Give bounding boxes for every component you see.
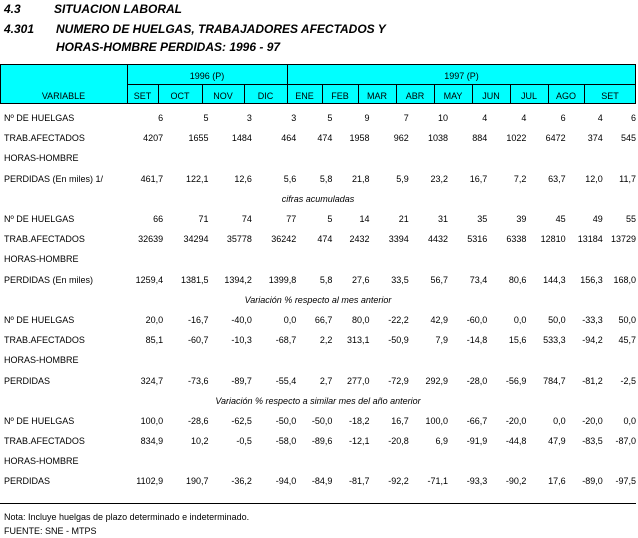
- cell-value: [163, 249, 208, 269]
- cell-value: -89,0: [582, 476, 603, 487]
- cell-value: [566, 148, 603, 168]
- cell-value: [526, 350, 565, 370]
- cell-value: 474: [317, 133, 333, 144]
- cell-value: 6: [630, 113, 636, 124]
- cell-value: 12,0: [585, 173, 603, 184]
- cell-value: [603, 249, 636, 269]
- cell-value: 4432: [427, 234, 448, 245]
- cell-value: [296, 451, 332, 471]
- cell-value: [370, 350, 409, 370]
- cell-value: 23,2: [430, 173, 448, 184]
- cell-value: -92,2: [388, 476, 409, 487]
- cell-value: 6472: [545, 133, 566, 144]
- cell-value: -0,5: [236, 436, 252, 447]
- table-row: [0, 148, 636, 168]
- cell-value: 49: [592, 214, 603, 225]
- cell-value: 74: [241, 214, 252, 225]
- cell-value: [163, 148, 208, 168]
- table-row: [0, 229, 636, 249]
- header-bottom-rule: [0, 103, 636, 104]
- cell-value: [252, 148, 296, 168]
- row-label: TRAB.AFECTADOS: [4, 335, 85, 346]
- table-number: 4.301: [4, 22, 35, 36]
- cell-value: 5: [327, 214, 333, 225]
- table-row: [0, 370, 636, 390]
- cell-value: -58,0: [275, 436, 297, 447]
- cell-value: 168,0: [613, 274, 636, 285]
- month-header: NOV: [213, 91, 233, 101]
- cell-value: 20,0: [145, 314, 164, 325]
- table-row: [0, 411, 636, 431]
- cell-value: [252, 350, 296, 370]
- cell-value: 6338: [506, 234, 527, 245]
- table-row: [0, 209, 636, 229]
- cell-value: 73,4: [469, 274, 488, 285]
- cell-value: -73,6: [188, 375, 209, 386]
- cell-value: [566, 249, 603, 269]
- cell-value: 80,6: [508, 274, 527, 285]
- cell-value: [252, 451, 296, 471]
- cell-value: 5316: [467, 234, 488, 245]
- cell-value: [603, 451, 636, 471]
- month-header: ENE: [295, 91, 314, 101]
- cell-value: 85,1: [145, 335, 164, 346]
- cell-value: -2,5: [620, 375, 636, 386]
- cell-value: 10,2: [191, 436, 209, 447]
- cell-value: -10,3: [231, 335, 252, 346]
- cell-value: -84,9: [311, 476, 333, 487]
- month-header: JUL: [520, 91, 537, 101]
- month-separator: [510, 84, 511, 104]
- cell-value: 292,9: [425, 375, 448, 386]
- cell-value: 15,6: [508, 335, 527, 346]
- cell-value: -28,0: [466, 375, 488, 386]
- cell-value: [526, 451, 565, 471]
- source-note: FUENTE: SNE - MTPS: [4, 526, 97, 536]
- cell-value: [163, 451, 208, 471]
- cell-value: 47,9: [548, 436, 566, 447]
- cell-value: -50,9: [388, 335, 409, 346]
- cell-value: 10: [437, 113, 448, 124]
- table-bottom-rule: [0, 503, 636, 504]
- cell-value: [209, 350, 252, 370]
- cell-value: -18,2: [349, 415, 370, 426]
- cell-value: [566, 451, 603, 471]
- variable-header: VARIABLE: [41, 91, 86, 101]
- month-header: MAY: [443, 91, 463, 101]
- cell-value: 6,9: [435, 436, 448, 447]
- cell-value: 1022: [506, 133, 527, 144]
- row-label: TRAB.AFECTADOS: [4, 436, 85, 447]
- section-subtitle-row: [0, 290, 636, 310]
- cell-value: -94,2: [582, 335, 603, 346]
- cell-value: 1259,4: [135, 274, 164, 285]
- cell-value: 21,8: [352, 173, 370, 184]
- footnote: Nota: Incluye huelgas de plazo determinado e indeterminado.: [4, 512, 250, 522]
- month-separator: [158, 84, 159, 104]
- cell-value: [487, 148, 526, 168]
- cell-value: 4: [597, 113, 603, 124]
- cell-value: 12,6: [234, 173, 252, 184]
- cell-value: 533,3: [543, 335, 566, 346]
- cell-value: -44,8: [505, 436, 527, 447]
- cell-value: [209, 249, 252, 269]
- cell-value: -60,0: [466, 314, 488, 325]
- cell-value: [448, 451, 487, 471]
- cell-value: 6: [560, 113, 566, 124]
- cell-value: [448, 350, 487, 370]
- cell-value: 834,9: [140, 436, 164, 447]
- cell-value: 39: [516, 214, 527, 225]
- table-row: [0, 169, 636, 189]
- cell-value: 3: [291, 113, 297, 124]
- cell-value: 50,0: [618, 314, 636, 325]
- cell-value: 71: [198, 214, 209, 225]
- cell-value: 2432: [349, 234, 370, 245]
- cell-value: [409, 249, 448, 269]
- cell-value: 144,3: [543, 274, 566, 285]
- cell-value: 0,0: [553, 415, 566, 426]
- cell-value: 545: [620, 133, 636, 144]
- cell-value: -56,9: [505, 375, 527, 386]
- cell-value: 66,7: [314, 314, 333, 325]
- cell-value: -28,6: [188, 415, 209, 426]
- table-title-text: NUMERO DE HUELGAS, TRABAJADORES AFECTADOS Y: [56, 22, 386, 36]
- month-separator: [396, 84, 397, 104]
- month-header: SET: [601, 91, 619, 101]
- cell-value: 0,0: [283, 314, 297, 325]
- month-separator: [434, 84, 435, 104]
- cell-value: -20,0: [505, 415, 527, 426]
- month-separator: [548, 84, 549, 104]
- cell-value: 12810: [540, 234, 566, 245]
- cell-value: 1394,2: [224, 274, 252, 285]
- cell-value: 27,6: [352, 274, 370, 285]
- cell-value: 1958: [349, 133, 370, 144]
- cell-value: -60,7: [188, 335, 209, 346]
- cell-value: [409, 148, 448, 168]
- cell-value: 313,1: [347, 335, 370, 346]
- cell-value: 13729: [610, 234, 636, 245]
- row-label: HORAS-HOMBRE: [4, 254, 79, 265]
- cell-value: 100,0: [140, 415, 164, 426]
- cell-value: -36,2: [231, 476, 252, 487]
- cell-value: -50,0: [311, 415, 333, 426]
- cell-value: 190,7: [186, 476, 209, 487]
- month-separator: [202, 84, 203, 104]
- month-header: JUN: [482, 91, 500, 101]
- table-row: [0, 128, 636, 148]
- row-label: TRAB.AFECTADOS: [4, 234, 85, 245]
- year-month-rule: [127, 84, 636, 85]
- table-row: [0, 330, 636, 350]
- cell-value: [332, 350, 369, 370]
- cell-value: -68,7: [275, 335, 297, 346]
- month-separator: [322, 84, 323, 104]
- cell-value: [252, 249, 296, 269]
- cell-value: -90,2: [505, 476, 527, 487]
- cell-value: 474: [317, 234, 333, 245]
- row-label: Nº DE HUELGAS: [4, 113, 75, 124]
- table-title-line2: HORAS-HOMBRE PERDIDAS: 1996 - 97: [56, 40, 281, 54]
- cell-value: 1484: [231, 133, 252, 144]
- section-subtitle: cifras acumuladas: [281, 193, 355, 204]
- cell-value: 34294: [183, 234, 209, 245]
- section-subtitle: Variación % respecto a similar mes del año anterior: [215, 395, 421, 406]
- cell-value: 156,3: [580, 274, 603, 285]
- section-subtitle: Variación % respecto al mes anterior: [244, 294, 392, 305]
- cell-value: -91,9: [466, 436, 488, 447]
- cell-value: -33,3: [582, 314, 603, 325]
- cell-value: 45,7: [618, 335, 636, 346]
- cell-value: [487, 350, 526, 370]
- cell-value: 277,0: [347, 375, 370, 386]
- row-label: PERDIDAS: [4, 476, 51, 487]
- cell-value: 16,7: [391, 415, 409, 426]
- cell-value: 0,0: [623, 415, 636, 426]
- cell-value: 4: [521, 113, 527, 124]
- table-row: [0, 310, 636, 330]
- cell-value: [409, 451, 448, 471]
- cell-value: -81,2: [582, 375, 603, 386]
- cell-value: [370, 451, 409, 471]
- cell-value: 5,8: [319, 274, 333, 285]
- row-label: HORAS-HOMBRE: [4, 153, 79, 164]
- cell-value: 5: [203, 113, 209, 124]
- data-table: [0, 108, 636, 492]
- row-label: PERDIDAS: [4, 375, 51, 386]
- cell-value: [209, 451, 252, 471]
- cell-value: [332, 148, 369, 168]
- section-subtitle-row: [0, 391, 636, 411]
- month-header: MAR: [367, 91, 387, 101]
- row-label: PERDIDAS (En miles): [4, 274, 94, 285]
- table-header: [0, 64, 636, 104]
- cell-value: [131, 451, 163, 471]
- cell-value: -20,8: [388, 436, 409, 447]
- cell-value: 50,0: [548, 314, 566, 325]
- cell-value: [163, 350, 208, 370]
- month-header: FEB: [331, 91, 349, 101]
- cell-value: [487, 451, 526, 471]
- cell-value: -97,5: [615, 476, 636, 487]
- cell-value: -40,0: [231, 314, 252, 325]
- cell-value: 3394: [388, 234, 409, 245]
- cell-value: -62,5: [231, 415, 252, 426]
- cell-value: [603, 350, 636, 370]
- cell-value: 4: [482, 113, 488, 124]
- cell-value: 3: [246, 113, 252, 124]
- cell-value: 66: [153, 214, 164, 225]
- cell-value: 0,0: [513, 314, 527, 325]
- cell-value: -71,1: [427, 476, 448, 487]
- cell-value: [131, 249, 163, 269]
- cell-value: 17,6: [548, 476, 566, 487]
- cell-value: 36242: [271, 234, 297, 245]
- cell-value: 1381,5: [181, 274, 209, 285]
- table-row: [0, 270, 636, 290]
- cell-value: [409, 350, 448, 370]
- cell-value: 1399,8: [268, 274, 297, 285]
- cell-value: 6: [158, 113, 164, 124]
- cell-value: 5,9: [396, 173, 409, 184]
- cell-value: 56,7: [430, 274, 448, 285]
- cell-value: 784,7: [543, 375, 566, 386]
- month-header: SET: [133, 91, 152, 101]
- cell-value: -81,7: [349, 476, 370, 487]
- cell-value: -22,2: [388, 314, 409, 325]
- table-row: [0, 471, 636, 491]
- cell-value: 461,7: [140, 173, 164, 184]
- cell-value: 5: [327, 113, 333, 124]
- month-header: DIC: [257, 91, 274, 101]
- cell-value: 14: [359, 214, 370, 225]
- cell-value: -94,0: [275, 476, 297, 487]
- cell-value: -72,9: [388, 375, 409, 386]
- cell-value: -66,7: [466, 415, 488, 426]
- cell-value: 80,0: [352, 314, 370, 325]
- cell-value: -89,7: [231, 375, 252, 386]
- row-label: PERDIDAS (En miles) 1/: [4, 173, 104, 184]
- cell-value: [296, 148, 332, 168]
- month-header: OCT: [170, 91, 190, 101]
- table-row: [0, 431, 636, 451]
- cell-value: 4207: [143, 133, 164, 144]
- table-row: [0, 108, 636, 128]
- cell-value: 35778: [226, 234, 252, 245]
- cell-value: [526, 148, 565, 168]
- cell-value: -89,6: [311, 436, 333, 447]
- cell-value: 1102,9: [136, 476, 164, 487]
- cell-value: 7,2: [513, 173, 527, 184]
- cell-value: [487, 249, 526, 269]
- cell-value: -50,0: [275, 415, 297, 426]
- row-label: Nº DE HUELGAS: [4, 214, 75, 225]
- year-1997-header: 1997 (P): [444, 71, 479, 81]
- row-label: HORAS-HOMBRE: [4, 456, 79, 467]
- row-label: Nº DE HUELGAS: [4, 314, 75, 325]
- cell-value: 33,5: [391, 274, 409, 285]
- cell-value: 2,7: [319, 375, 333, 386]
- table-title-line1: [4, 22, 386, 36]
- cell-value: -20,0: [582, 415, 603, 426]
- cell-value: 122,1: [186, 173, 209, 184]
- cell-value: [296, 249, 332, 269]
- cell-value: 63,7: [548, 173, 566, 184]
- section-number: 4.3: [4, 2, 21, 16]
- table-row: [0, 249, 636, 269]
- cell-value: 32639: [138, 234, 164, 245]
- cell-value: 1655: [188, 133, 209, 144]
- cell-value: 5,8: [319, 173, 333, 184]
- cell-value: -12,1: [349, 436, 370, 447]
- month-separator: [244, 84, 245, 104]
- cell-value: 77: [286, 214, 297, 225]
- row-label: TRAB.AFECTADOS: [4, 133, 85, 144]
- cell-value: [448, 148, 487, 168]
- cell-value: -16,7: [188, 314, 209, 325]
- cell-value: 100,0: [425, 415, 448, 426]
- cell-value: 1038: [427, 133, 448, 144]
- cell-value: [296, 350, 332, 370]
- cell-value: -83,5: [582, 436, 603, 447]
- cell-value: [566, 350, 603, 370]
- table-row: [0, 451, 636, 471]
- cell-value: 7: [403, 113, 409, 124]
- cell-value: 5,6: [283, 173, 297, 184]
- cell-value: 35: [477, 214, 488, 225]
- cell-value: [370, 249, 409, 269]
- cell-value: 7,9: [435, 335, 448, 346]
- cell-value: [332, 451, 369, 471]
- cell-value: -87,0: [615, 436, 636, 447]
- cell-value: 21: [398, 214, 409, 225]
- cell-value: [209, 148, 252, 168]
- month-separator: [358, 84, 359, 104]
- section-heading: [4, 2, 182, 16]
- cell-value: [603, 148, 636, 168]
- section-subtitle-row: [0, 189, 636, 209]
- cell-value: 464: [281, 133, 297, 144]
- cell-value: 962: [393, 133, 409, 144]
- cell-value: 374: [587, 133, 603, 144]
- row-label: Nº DE HUELGAS: [4, 415, 75, 426]
- cell-value: [131, 350, 163, 370]
- cell-value: [526, 249, 565, 269]
- cell-value: 2,2: [319, 335, 333, 346]
- cell-value: [448, 249, 487, 269]
- cell-value: 9: [364, 113, 370, 124]
- year-1996-header: 1996 (P): [189, 71, 225, 81]
- cell-value: -93,3: [466, 476, 488, 487]
- cell-value: [131, 148, 163, 168]
- cell-value: 324,7: [140, 375, 164, 386]
- section-title: SITUACION LABORAL: [54, 2, 182, 16]
- month-separator: [472, 84, 473, 104]
- cell-value: 884: [472, 133, 488, 144]
- cell-value: 16,7: [469, 173, 488, 184]
- month-separator: [584, 84, 585, 104]
- month-header: AGO: [555, 91, 576, 101]
- cell-value: 55: [625, 214, 636, 225]
- cell-value: -14,8: [466, 335, 488, 346]
- table-row: [0, 350, 636, 370]
- cell-value: 31: [437, 214, 448, 225]
- cell-value: 11,7: [619, 173, 636, 184]
- month-header: ABR: [405, 91, 425, 101]
- cell-value: [370, 148, 409, 168]
- cell-value: [332, 249, 369, 269]
- cell-value: 45: [555, 214, 566, 225]
- cell-value: -55,4: [275, 375, 297, 386]
- row-label: HORAS-HOMBRE: [4, 355, 79, 366]
- cell-value: 42,9: [430, 314, 448, 325]
- header-top-rule: [0, 64, 636, 65]
- cell-value: 13184: [577, 234, 603, 245]
